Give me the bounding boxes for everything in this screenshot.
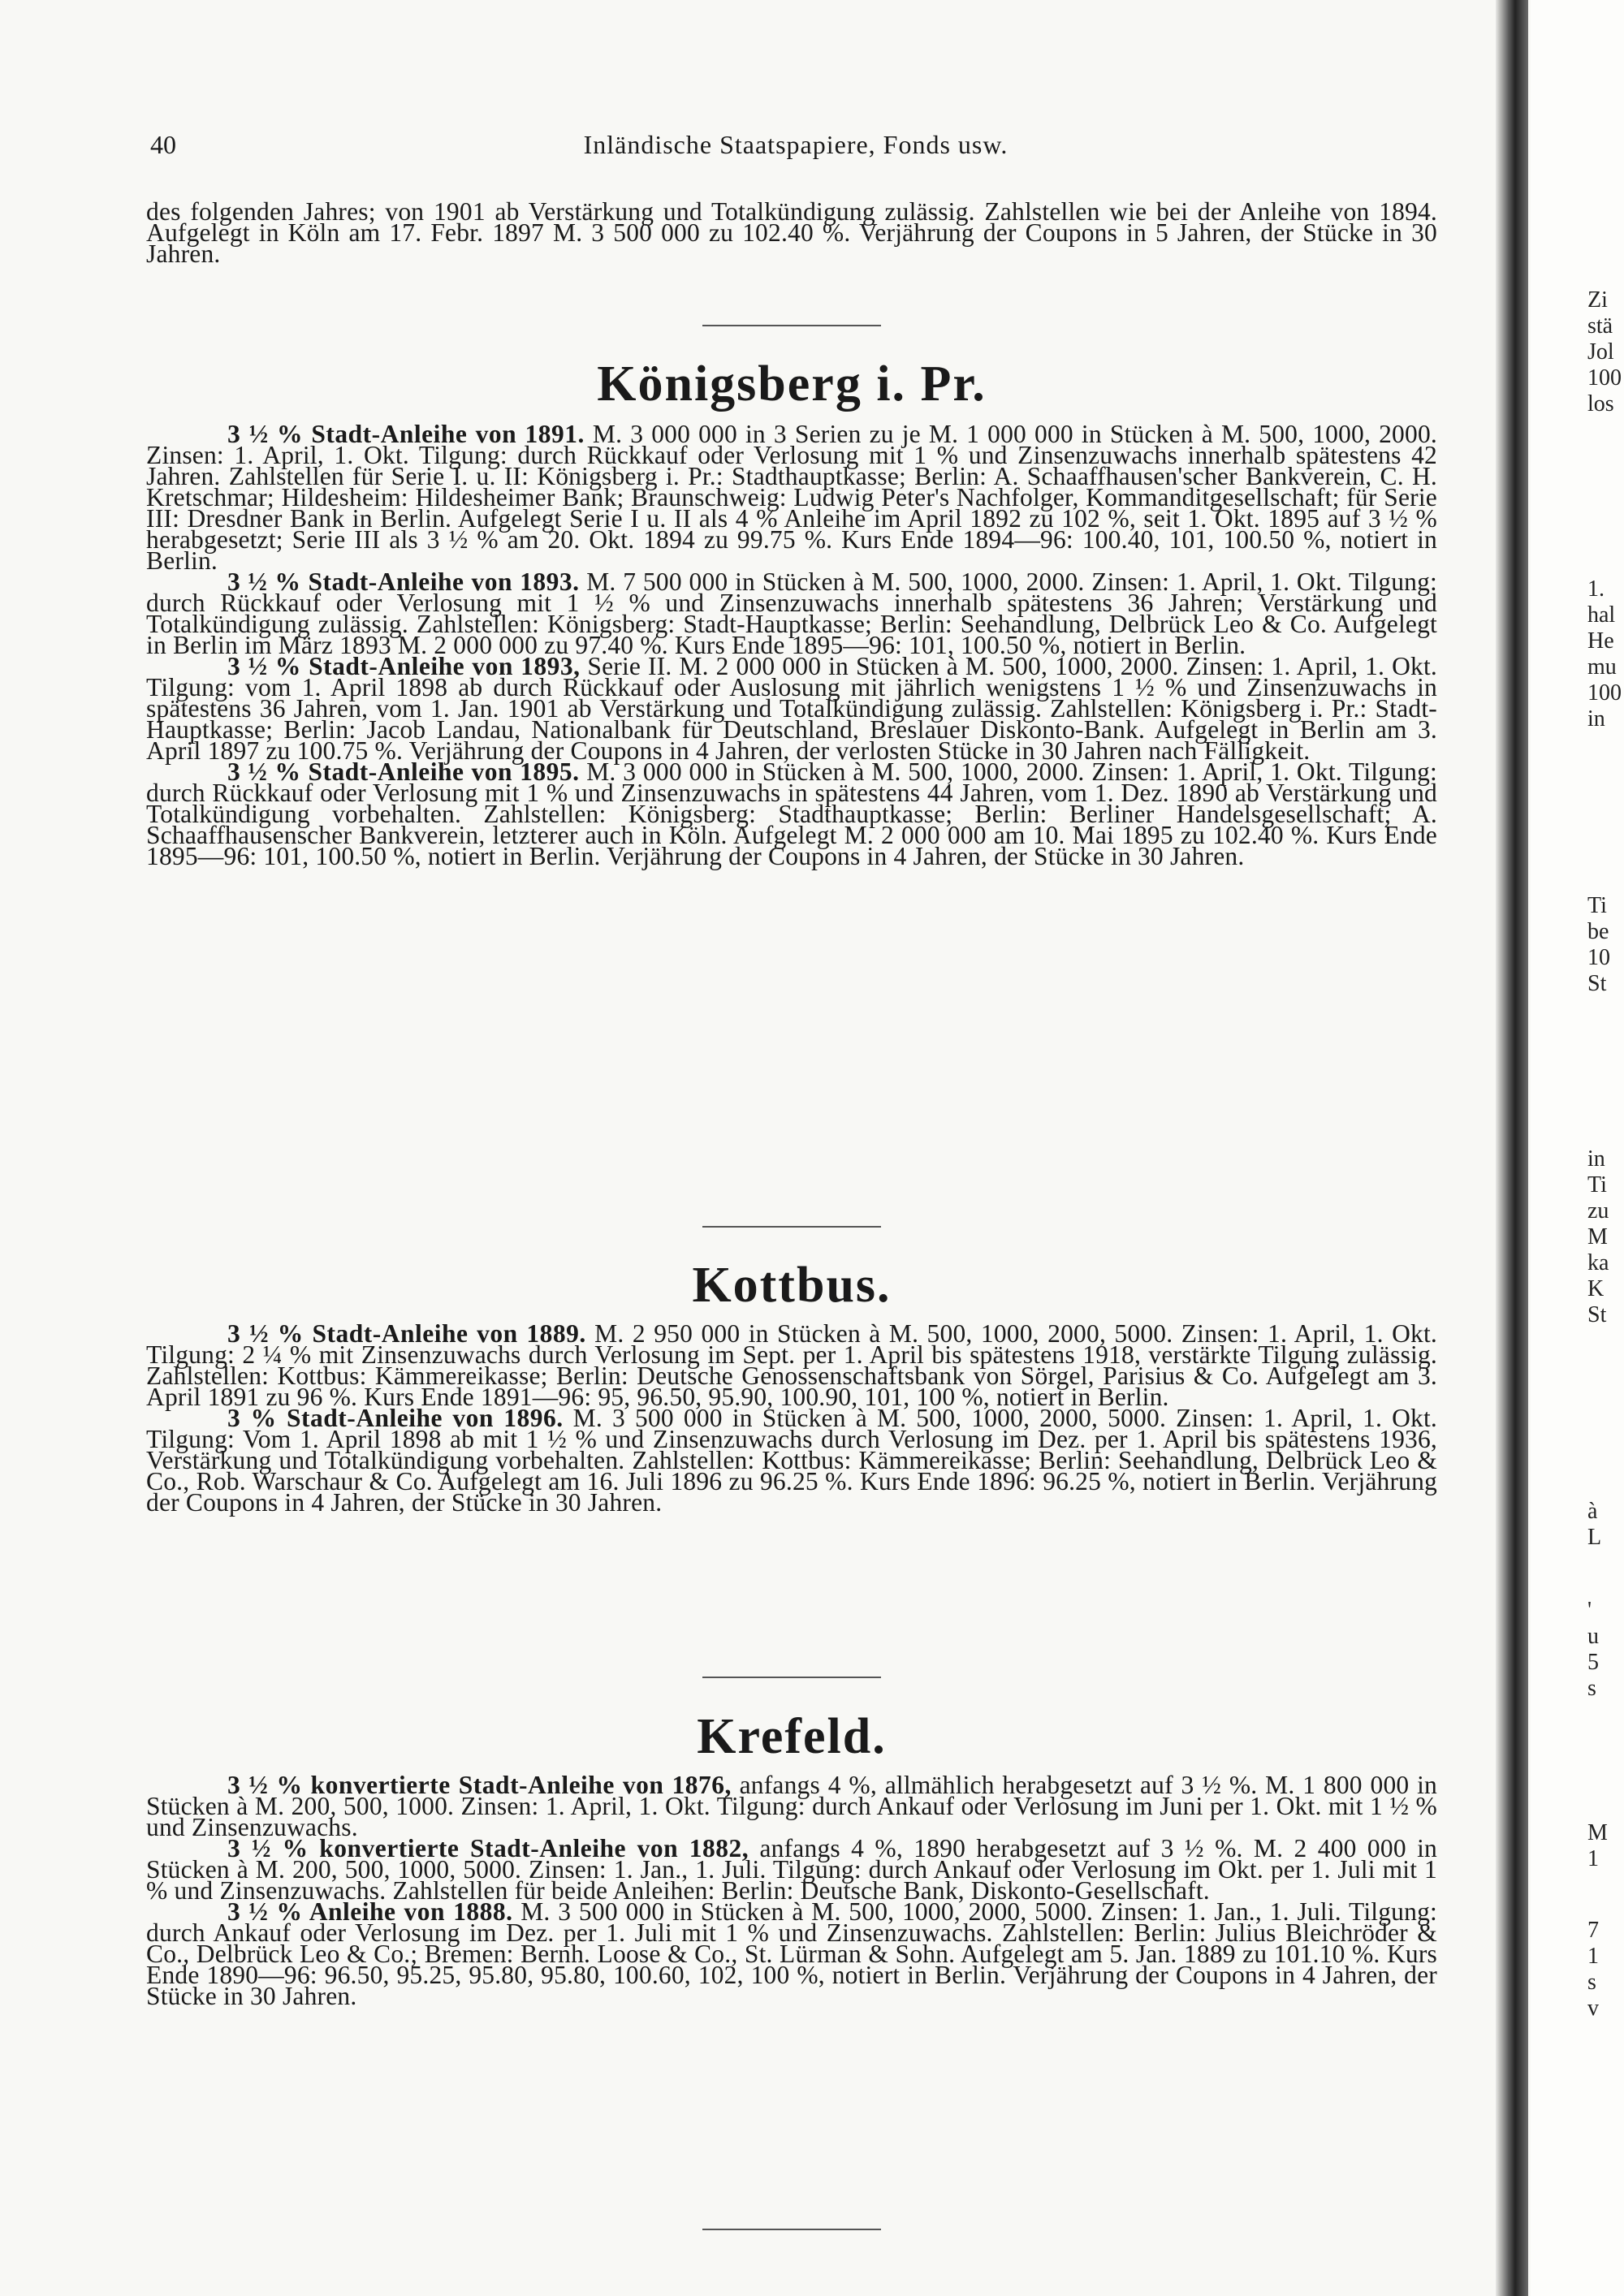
adjacent-fragment: v xyxy=(1587,1996,1599,2021)
adjacent-fragment: Zi xyxy=(1587,287,1608,313)
adjacent-fragment: L xyxy=(1587,1525,1602,1550)
bond-entry-text: anfangs 4 %, 1890 herabgesetzt auf 3 ½ %. M. 2 400 000 in Stücken à M. 200, 500, 1000, 5000. Zinsen: 1. Jan., 1. Juli. Tilgung: durch Ankauf oder Verlosung im Okt. per 1. Juli mit 1 % und Zinsenzuwachs. Zahlstellen für beide Anleihen: Berlin: Deutsche Bank, Diskonto-Gesellschaft. xyxy=(146,1834,1438,1905)
section-heading: Kottbus. xyxy=(692,1258,892,1313)
adjacent-fragment: St xyxy=(1587,971,1607,996)
adjacent-fragment: s xyxy=(1587,1970,1596,1995)
adjacent-fragment: zu xyxy=(1587,1198,1609,1224)
bond-entry-title: 3 % Stadt-Anleihe von 1896. xyxy=(227,1404,564,1432)
section-divider xyxy=(702,1226,881,1228)
bond-entry xyxy=(146,757,1438,870)
section-divider xyxy=(702,325,881,326)
adjacent-fragment: 1 xyxy=(1587,1846,1599,1871)
adjacent-page-strip xyxy=(1531,0,1624,2296)
adjacent-fragment: K xyxy=(1587,1276,1605,1301)
intro-paragraph: des folgenden Jahres; von 1901 ab Verstärkung und Totalkündigung zulässig. Zahlstellen wie bei der Anleihe von 1894. Aufgelegt in Köln am 17. Febr. 1897 M. 3 500 000 zu 102.40 %. Verjährung der Coupons in 5 Jahren, der Stücke in 30 Jahren. xyxy=(146,197,1437,268)
bond-entry xyxy=(146,1771,1438,1841)
adjacent-fragment: los xyxy=(1587,391,1614,416)
adjacent-fragment: ' xyxy=(1587,1598,1592,1623)
section-heading: Königsberg i. Pr. xyxy=(597,356,987,412)
bond-entry-title: 3 ½ % Stadt-Anleihe von 1893. xyxy=(227,568,580,596)
intro-block xyxy=(146,197,1437,268)
section-krefeld xyxy=(146,1708,1437,1765)
adjacent-fragment: 10 xyxy=(1587,945,1610,970)
bond-entry-title: 3 ½ % konvertierte Stadt-Anleihe von 1882, xyxy=(227,1834,749,1862)
adjacent-fragment: 7 xyxy=(1587,1918,1599,1943)
adjacent-fragment: Jol xyxy=(1587,339,1614,365)
running-title: Inländische Staatspapiere, Fonds usw. xyxy=(583,130,1009,159)
bond-entry xyxy=(146,1404,1437,1517)
bond-entry-text: M. 7 500 000 in Stücken à M. 500, 1000, 2000. Zinsen: 1. April, 1. Okt. Tilgung: durch Rückkauf oder Verlosung mit 1 ½ % und Zinsenzuwachs innerhalb spätestens 36 Jahren; Verstärkung und Totalkündigung zulässig. Zahlstellen: Königsberg: Stadt-Hauptkasse; Berlin: Seehandlung, Delbrück Leo & Co. Aufgelegt in Berlin im März 1893 M. 2 000 000 zu 97.40 %. Kurs Ende 1895—96: 101, 100.50 %, notiert in Berlin. xyxy=(146,568,1438,659)
bond-entry xyxy=(146,652,1437,765)
adjacent-fragment: in xyxy=(1587,706,1605,732)
entries-krefeld xyxy=(146,1771,1438,2010)
adjacent-fragment: s xyxy=(1587,1676,1596,1701)
adjacent-fragment: Ti xyxy=(1587,893,1607,918)
adjacent-fragment: u xyxy=(1587,1624,1599,1649)
adjacent-fragment: He xyxy=(1587,628,1614,654)
adjacent-fragment: Ti xyxy=(1587,1172,1607,1198)
bond-entry-text: M. 3 500 000 in Stücken à M. 500, 1000, 2000, 5000. Zinsen: 1. Jan., 1. Juli. Tilgung: durch Ankauf oder Verlosung im Dez. per 1. Juli mit 1 % und Zinsenzuwachs. Zahlstellen: Berlin: Julius Bleichröder & Co., Delbrück Leo & Co.; Bremen: Bernh. Loose & Co., St. Lürman & Sohn. Aufgelegt am 5. Jan. 1889 zu 101.10 %. Kurs Ende 1890—96: 96.50, 95.25, 95.80, 95.80, 100.60, 102, 100 %, notiert in Berlin. Verjährung der Coupons in 4 Jahren, der Stücke in 30 Jahren. xyxy=(146,1897,1437,2010)
adjacent-fragment: in xyxy=(1587,1146,1605,1172)
adjacent-fragment: be xyxy=(1587,919,1609,944)
bond-entry-title: 3 ½ % Stadt-Anleihe von 1895. xyxy=(227,757,580,786)
bond-entry-text: M. 3 000 000 in Stücken à M. 500, 1000, 2000. Zinsen: 1. April, 1. Okt. Tilgung: durch Rückkauf oder Verlosung mit 1 % und Zinsenzuwachs in spätestens 44 Jahren, vom 1. Dez. 1890 ab Verstärkung und Totalkündigung vorbehalten. Zahlstellen: Königsberg: Stadthauptkasse; Berlin: Berliner Handelsgesellschaft; A. Schaaffhausenscher Bankverein, letzterer auch in Köln. Aufgelegt M. 2 000 000 am 10. Mai 1895 zu 102.40 %. Kurs Ende 1895—96: 101, 100.50 %, notiert in Berlin. Verjährung der Coupons in 4 Jahren, der Stücke in 30 Jahren. xyxy=(146,757,1438,870)
book-gutter xyxy=(1496,0,1528,2296)
entries-koenigsberg xyxy=(146,420,1438,870)
adjacent-fragment: stä xyxy=(1587,313,1613,339)
bond-entry-text: anfangs 4 %, allmählich herabgesetzt auf 3 ½ %. M. 1 800 000 in Stücken à M. 200, 500, 1000. Zinsen: 1. April, 1. Okt. Tilgung: durch Ankauf oder Verlosung im Juni per 1. Okt. mit 1 ½ % und Zinsenzuwachs. xyxy=(146,1771,1438,1841)
bond-entry-text: M. 3 500 000 in Stücken à M. 500, 1000, 2000, 5000. Zinsen: 1. April, 1. Okt. Tilgung: Vom 1. April 1898 ab mit 1 ½ % und Zinsenzuwachs durch Verlosung im Dez. per 1. April bis spätestens 1936, Verstärkung und Totalkündigung vorbehalten. Zahlstellen: Kottbus: Kämmereikasse; Berlin: Seehandlung, Delbrück Leo & Co., Rob. Warschaur & Co. Aufgelegt am 16. Juli 1896 zu 96.25 %. Kurs Ende 1896: 96.25 %, notiert in Berlin. Verjährung der Coupons in 4 Jahren, der Stücke in 30 Jahren. xyxy=(146,1404,1437,1517)
adjacent-fragment: hal xyxy=(1587,602,1616,628)
bond-entry-text: M. 2 950 000 in Stücken à M. 500, 1000, 2000, 5000. Zinsen: 1. April, 1. Okt. Tilgung: 2 ¼ % mit Zinsenzuwachs durch Verlosung im Sept. per 1. April bis spätestens 1918, verstärkte Tilgung zulässig. Zahlstellen: Kottbus: Kämmereikasse; Berlin: Deutsche Genossenschaftsbank von Sörgel, Parisius & Co. Aufgelegt am 3. April 1891 zu 96 %. Kurs Ende 1891—96: 95, 96.50, 95.90, 100.90, 101, 100 %, notiert in Berlin. xyxy=(146,1319,1437,1411)
page-number: 40 xyxy=(150,130,176,159)
adjacent-fragment: 1. xyxy=(1587,576,1605,602)
adjacent-fragment: St xyxy=(1587,1302,1607,1327)
bond-entry-text: M. 3 000 000 in 3 Serien zu je M. 1 000 000 in Stücken à M. 500, 1000, 2000. Zinsen: 1. April, 1. Okt. Tilgung: durch Rückkauf oder Verlosung mit 1 % und Zinsenzuwachs innerhalb spätestens 42 Jahren. Zahlstellen für Serie I. u. II: Königsberg i. Pr.: Stadthauptkasse; Berlin: A. Schaaffhausen'scher Bankverein, C. H. Kretschmar; Hildesheim: Hildesheimer Bank; Braunschweig: Ludwig Peter's Nachfolger, Kommanditgesellschaft; für Serie III: Dresdner Bank in Berlin. Aufgelegt Serie I u. II als 4 % Anleihe im April 1892 zu 102 %, seit 1. Okt. 1895 auf 3 ½ % herabgesetzt; Serie III als 3 ½ % am 20. Okt. 1894 zu 99.75 %. Kurs Ende 1894—96: 100.40, 101, 100.50 %, notiert in Berlin. xyxy=(146,420,1437,575)
section-divider xyxy=(702,2229,881,2230)
bond-entry xyxy=(146,568,1438,659)
bond-entry-title: 3 ½ % Stadt-Anleihe von 1889. xyxy=(227,1319,586,1348)
adjacent-fragment: ka xyxy=(1587,1250,1609,1275)
section-kottbus xyxy=(146,1257,1437,1314)
entries-kottbus xyxy=(146,1319,1437,1517)
bond-entry-title: 3 ½ % Stadt-Anleihe von 1891. xyxy=(227,420,585,448)
bond-entry-text: Serie II. M. 2 000 000 in Stücken à M. 500, 1000, 2000. Zinsen: 1. April, 1. Okt. Tilgung: vom 1. April 1898 ab durch Rückkauf oder Auslosung mit jährlich wenigstens 1 ½ % und Zinsenzuwachs in spätestens 36 Jahren, vom 1. Jan. 1901 ab Verstärkung und Totalkündigung zulässig. Zahlstellen: Königsberg i. Pr.: Stadt-Hauptkasse; Berlin: Jacob Landau, Nationalbank für Deutschland, Breslauer Diskonto-Bank. Aufgelegt in Berlin am 3. April 1897 zu 100.75 %. Verjährung der Coupons in 4 Jahren, der verlosten Stücke in 30 Jahren nach Fälligkeit. xyxy=(146,652,1437,765)
bond-entry-title: 3 ½ % Stadt-Anleihe von 1893, xyxy=(227,652,581,680)
section-koenigsberg xyxy=(146,356,1437,412)
bond-entry xyxy=(146,1834,1438,1905)
bond-entry xyxy=(146,1897,1437,2010)
adjacent-fragment: 1 xyxy=(1587,1944,1599,1969)
bond-entry xyxy=(146,1319,1437,1411)
bond-entry-title: 3 ½ % konvertierte Stadt-Anleihe von 1876, xyxy=(227,1771,732,1799)
page-header xyxy=(150,130,1441,166)
adjacent-fragment: M xyxy=(1587,1820,1608,1845)
adjacent-fragment: 100 xyxy=(1587,365,1622,391)
adjacent-fragment: 5 xyxy=(1587,1650,1599,1675)
bond-entry xyxy=(146,420,1437,575)
bond-entry-title: 3 ½ % Anleihe von 1888. xyxy=(227,1897,513,1926)
adjacent-fragment: mu xyxy=(1587,654,1617,680)
section-divider xyxy=(702,1677,881,1678)
adjacent-fragment: M xyxy=(1587,1224,1608,1249)
adjacent-fragment: 100 xyxy=(1587,680,1622,706)
section-heading: Krefeld. xyxy=(697,1709,887,1764)
adjacent-fragment: à xyxy=(1587,1499,1598,1524)
